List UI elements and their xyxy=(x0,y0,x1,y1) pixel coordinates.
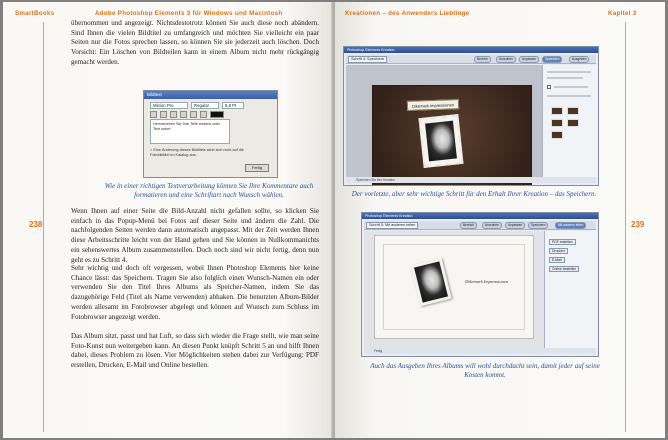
paragraph-2: Wenn Ihnen auf einer Seite die Bild-Anzahl nicht gefallen sollte, so klicken Sie einfach in das Popup-Menü bei Fotos auf dieser Seite und ändern die Zahl. Die nachfolgenden Seiten werden dann automatisch angepasst. Mit der Zeit werden Ihnen diese Arbeitsschritte leicht von der Hand gehen und Sie können in Nullkommanichts ein sehenswertes Album zusammenstellen. Doch noch sind wir nicht fertig, denn nun geht es zu Schritt 4. xyxy=(71,207,319,264)
dialog-note-text: Eine Änderung dieses Bildtitels wirkt sich nicht auf die Fotobildtitel im Katalog aus. xyxy=(150,148,244,157)
album-preview xyxy=(374,235,534,339)
caption-textarea[interactable]: Hervorheben Sie Ihre Teile einfach oder Text sofort xyxy=(150,119,230,144)
thumbnail xyxy=(551,107,563,115)
step-label: Schritt 4: Speichern xyxy=(348,56,387,63)
align-right-button[interactable] xyxy=(200,111,207,118)
step-toolbar xyxy=(346,55,596,64)
format-buttons xyxy=(150,111,224,118)
print-button[interactable]: Drucken xyxy=(549,248,568,254)
paragraph-3: Sehr wichtig und doch oft vergessen, wobei Ihnen Photoshop Elements hier keine Chance lässt: das Speichern. Tragen Sie also folglich einen Wunsch-Namen ein oder verwenden Sie den Titel Ihres Albums als Speicher-Namen, indem Sie das dazugehörige Feld (Titel als Name verwenden) abhaken. Die benutzten Album-Bilder werden allesamt im Fotobrowser abgelegt und können auf Wunsch zum Schluss im Fotobrowser angezeigt werden. xyxy=(71,264,319,321)
step-anordnen[interactable]: Anordnen xyxy=(482,222,502,229)
album-plaque: Dikemark Impressionen xyxy=(407,99,459,111)
step-speichern[interactable]: Speichern xyxy=(528,222,548,229)
calla-photo xyxy=(414,261,448,302)
preview-stage xyxy=(364,231,544,349)
save-panel xyxy=(542,65,598,177)
panel-line xyxy=(547,95,591,97)
font-select[interactable]: Minion Pro xyxy=(150,102,188,109)
order-online-button[interactable]: Online bestellen xyxy=(549,266,579,272)
align-center-button[interactable] xyxy=(190,111,197,118)
pdf-button[interactable]: PDF erstellen xyxy=(549,239,576,245)
underline-button[interactable] xyxy=(170,111,177,118)
left-page xyxy=(3,2,333,438)
album-frame xyxy=(383,244,525,330)
thumbnail xyxy=(551,131,563,139)
panel-line xyxy=(547,77,583,79)
panel-line xyxy=(547,71,591,73)
caption-right-2: Auch das Ausgeben Ihres Albums will wohl durchdacht sein, damit jeder auf seine Kosten kommt. xyxy=(370,362,600,380)
panel-line xyxy=(554,86,588,88)
align-left-button[interactable] xyxy=(180,111,187,118)
info-icon: ● xyxy=(150,148,153,152)
window-title: Photoshop Elements Kreation xyxy=(362,213,598,219)
page-number-right: 239 xyxy=(631,220,645,229)
dialog-title: Bildtext xyxy=(144,91,277,99)
step-label: Schritt 5: Mit anderen teilen xyxy=(366,222,418,229)
italic-button[interactable] xyxy=(160,111,167,118)
font-controls xyxy=(150,102,244,109)
email-button[interactable]: E-Mail xyxy=(549,257,565,263)
running-header-right-title: Kreationen – des Anwenders Lieblinge xyxy=(345,10,470,17)
step-anpassen[interactable]: Anpassen xyxy=(519,56,539,63)
preview-stage xyxy=(346,65,542,177)
calla-photo xyxy=(425,121,457,162)
caption-right-1: Der vorletzte, aber sehr wichtige Schritt für den Erhalt Ihrer Kreation – das Speichern. xyxy=(351,190,597,198)
paragraph-4: Das Album sitzt, passt und hat Luft, so dass sich wieder die Frage stellt, wie man seine Foto-Kunst nun weitergeben kann. An diesen Punkt knüpft Schritt 5 an und hilft Ihnen dabei, dieses Problem zu lösen. Vier Möglichkeiten stehen dabei zur Verfügung: PDF erstellen, Drucken, E-Mail und Online bestellen. xyxy=(71,332,319,370)
margin-rule xyxy=(43,22,44,432)
bold-button[interactable] xyxy=(150,111,157,118)
style-select[interactable]: Regular xyxy=(191,102,219,109)
window-title: Photoshop Elements Kreation xyxy=(344,47,598,53)
step-ausgeben[interactable]: Ausgeben xyxy=(569,56,589,63)
share-panel xyxy=(544,231,598,349)
caption-left: Wie in einer richtigen Textverarbeitung können Sie Ihre Kommentare auch formatieren und eine Schriftart nach Wunsch wählen. xyxy=(104,182,314,200)
page-number-left: 238 xyxy=(29,220,43,229)
thumbnail xyxy=(567,107,579,115)
step-bereich[interactable]: Bereich xyxy=(460,222,477,229)
stamp-photo xyxy=(418,114,463,168)
status-bar: Fertig xyxy=(364,348,596,354)
running-header-chapter: Kapitel 3 xyxy=(608,10,637,17)
album-preview xyxy=(372,85,532,186)
album-text: Dikemark Impressionen xyxy=(465,279,508,284)
bildtext-dialog xyxy=(143,90,278,178)
save-step-screenshot xyxy=(343,46,599,186)
step-anordnen[interactable]: Anordnen xyxy=(496,56,516,63)
thumbnail xyxy=(567,119,579,127)
running-header-title: Adobe Photoshop Elements 3 für Windows und Macintosh xyxy=(95,10,283,17)
step-bereich[interactable]: Bereich xyxy=(474,56,491,63)
dialog-note xyxy=(150,148,260,158)
thumbnail xyxy=(551,119,563,127)
size-select[interactable]: 8,8 Pt xyxy=(222,102,244,109)
color-swatch[interactable] xyxy=(210,111,224,118)
paragraph-1: übernommen und angezeigt. Nichtsdestotrotz können Sie auch diese noch abändern. Sind Ihnen die vielen Bildtitel zu umfangreich und möchten Sie vielleicht ein paar Seiten nur die Fotos sprechen lassen, so können Sie sie jederzeit auch löschen. Doch Vorsicht: Ein Löschen von Bildteilen kann in einem Album nicht mehr rückgängig gemacht werden. xyxy=(71,19,319,66)
share-step-screenshot xyxy=(361,212,599,357)
margin-rule-right xyxy=(625,22,626,432)
step-anpassen[interactable]: Anpassen xyxy=(505,222,525,229)
done-button[interactable]: Fertig xyxy=(245,164,269,172)
running-header-left: SmartBooks xyxy=(15,10,55,17)
status-bar: Speichern Sie Ihre Kreation xyxy=(346,177,596,183)
step-speichern[interactable]: Speichern xyxy=(542,56,562,63)
step-toolbar xyxy=(364,221,596,230)
right-page xyxy=(335,2,665,438)
step-share[interactable]: Mit anderen teilen xyxy=(555,222,586,229)
use-title-checkbox[interactable] xyxy=(547,85,551,89)
